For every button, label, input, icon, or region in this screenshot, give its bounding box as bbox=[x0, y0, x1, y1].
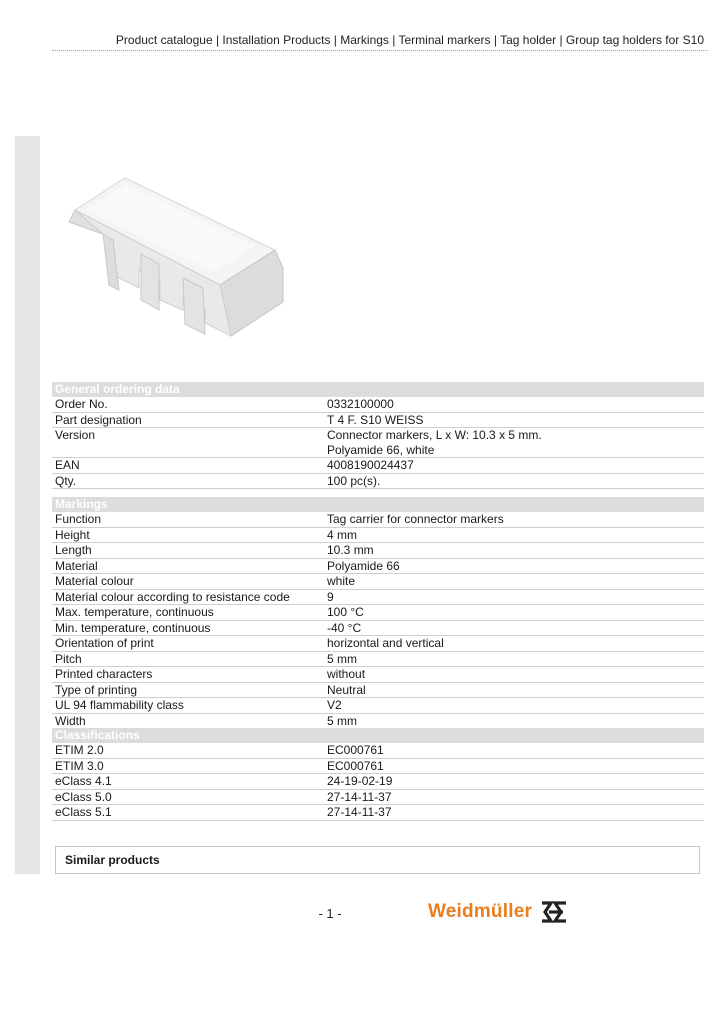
spec-value-line: Neutral bbox=[327, 682, 366, 697]
spec-row bbox=[52, 413, 704, 429]
spec-value-line: 10.3 mm bbox=[327, 543, 374, 557]
spec-value bbox=[327, 512, 704, 527]
spec-label: Type of printing bbox=[55, 682, 138, 697]
brand-mark-icon bbox=[540, 900, 568, 924]
spec-label: Printed characters bbox=[55, 667, 153, 681]
spec-value bbox=[327, 397, 704, 412]
spec-value bbox=[327, 621, 704, 636]
spec-value bbox=[327, 574, 704, 589]
spec-table bbox=[52, 397, 704, 489]
spec-value bbox=[327, 698, 704, 713]
breadcrumb: Product catalogue | Installation Products | Markings | Terminal markers | Tag holder | Group tag holders for S10 bbox=[115, 33, 704, 47]
spec-row bbox=[52, 683, 704, 699]
spec-value bbox=[327, 474, 704, 489]
spec-value-line: V2 bbox=[327, 698, 342, 712]
spec-label: eClass 4.1 bbox=[55, 774, 112, 788]
ordering-section bbox=[52, 382, 704, 489]
spec-row bbox=[52, 774, 704, 790]
similar-products-link[interactable]: Similar products bbox=[55, 846, 700, 874]
spec-label: ETIM 3.0 bbox=[55, 758, 104, 773]
spec-value-line: 27-14-11-37 bbox=[327, 789, 392, 804]
spec-row bbox=[52, 743, 704, 759]
spec-value bbox=[327, 805, 704, 820]
spec-value-line: 5 mm bbox=[327, 713, 357, 728]
product-image bbox=[55, 170, 295, 350]
spec-row bbox=[52, 458, 704, 474]
spec-value bbox=[327, 605, 704, 620]
spec-row bbox=[52, 528, 704, 544]
spec-value-line: white bbox=[327, 574, 356, 588]
spec-row bbox=[52, 474, 704, 490]
spec-label: Part designation bbox=[55, 412, 142, 427]
spec-row bbox=[52, 397, 704, 413]
spec-value-line: 27-14-11-37 bbox=[327, 805, 392, 819]
spec-value bbox=[327, 790, 704, 805]
spec-value bbox=[327, 667, 704, 682]
spec-value bbox=[327, 636, 704, 651]
spec-value bbox=[327, 528, 704, 543]
section-title: Markings bbox=[52, 497, 704, 512]
spec-value bbox=[327, 683, 704, 698]
spec-label: eClass 5.1 bbox=[55, 805, 112, 819]
spec-value-line: 5 mm bbox=[327, 651, 357, 666]
spec-value-line: 9 bbox=[327, 589, 334, 604]
spec-row bbox=[52, 574, 704, 590]
spec-value-line: EC000761 bbox=[327, 758, 384, 773]
spec-label: UL 94 flammability class bbox=[55, 698, 184, 712]
spec-value-line: EC000761 bbox=[327, 743, 384, 757]
spec-label: Orientation of print bbox=[55, 636, 154, 650]
spec-row bbox=[52, 805, 704, 821]
spec-label: Material bbox=[55, 558, 98, 573]
spec-label: EAN bbox=[55, 458, 80, 472]
spec-value-line: 100 pc(s). bbox=[327, 473, 381, 488]
spec-row bbox=[52, 543, 704, 559]
spec-value bbox=[327, 590, 704, 605]
spec-value-line: 100 °C bbox=[327, 605, 364, 619]
page-number: - 1 - bbox=[318, 906, 342, 921]
spec-value-line: T 4 F. S10 WEISS bbox=[327, 412, 424, 427]
brand-name: Weidmüller bbox=[428, 901, 533, 922]
spec-value bbox=[327, 428, 704, 457]
markings-section bbox=[52, 497, 704, 729]
spec-value-line: horizontal and vertical bbox=[327, 636, 444, 650]
spec-value-line: -40 °C bbox=[327, 620, 362, 635]
spec-row bbox=[52, 559, 704, 575]
spec-label: Qty. bbox=[55, 473, 77, 488]
spec-value bbox=[327, 714, 704, 729]
spec-row bbox=[52, 667, 704, 683]
spec-row bbox=[52, 605, 704, 621]
header-divider bbox=[52, 50, 708, 51]
side-bar bbox=[15, 136, 40, 874]
spec-value bbox=[327, 458, 704, 473]
spec-value bbox=[327, 652, 704, 667]
spec-row bbox=[52, 759, 704, 775]
spec-row bbox=[52, 428, 704, 458]
spec-table bbox=[52, 743, 704, 821]
spec-row bbox=[52, 512, 704, 528]
spec-value-line: Polyamide 66 bbox=[327, 558, 400, 573]
spec-label: eClass 5.0 bbox=[55, 789, 112, 804]
spec-row bbox=[52, 714, 704, 730]
spec-value bbox=[327, 543, 704, 558]
section-title: General ordering data bbox=[52, 382, 704, 397]
spec-value-line: 24-19-02-19 bbox=[327, 774, 393, 788]
spec-table bbox=[52, 512, 704, 729]
brand-logo bbox=[428, 900, 568, 924]
spec-value-line: Connector markers, L x W: 10.3 x 5 mm. bbox=[327, 428, 542, 442]
spec-label: Pitch bbox=[55, 651, 82, 666]
spec-value-line: 0332100000 bbox=[327, 397, 394, 411]
spec-value-line: 4 mm bbox=[327, 527, 357, 542]
spec-label: Version bbox=[55, 428, 96, 442]
spec-row bbox=[52, 621, 704, 637]
spec-value-line: Polyamide 66, white bbox=[327, 442, 435, 457]
spec-label: Length bbox=[55, 543, 92, 557]
spec-row bbox=[52, 590, 704, 606]
spec-label: ETIM 2.0 bbox=[55, 743, 104, 757]
spec-value-line: Tag carrier for connector markers bbox=[327, 512, 504, 526]
spec-row bbox=[52, 698, 704, 714]
classifications-section bbox=[52, 728, 704, 821]
spec-label: Material colour bbox=[55, 574, 134, 588]
spec-value bbox=[327, 759, 704, 774]
section-title: Classifications bbox=[52, 728, 704, 743]
spec-value-line: without bbox=[327, 667, 366, 681]
spec-label: Order No. bbox=[55, 397, 108, 411]
spec-value bbox=[327, 743, 704, 758]
spec-label: Material colour according to resistance code bbox=[55, 589, 290, 604]
spec-row bbox=[52, 636, 704, 652]
spec-label: Width bbox=[55, 713, 86, 728]
spec-value bbox=[327, 774, 704, 789]
spec-label: Max. temperature, continuous bbox=[55, 605, 214, 619]
spec-value-line: 4008190024437 bbox=[327, 458, 414, 472]
spec-value bbox=[327, 559, 704, 574]
spec-row bbox=[52, 652, 704, 668]
spec-row bbox=[52, 790, 704, 806]
spec-label: Height bbox=[55, 527, 90, 542]
spec-label: Function bbox=[55, 512, 102, 526]
spec-label: Min. temperature, continuous bbox=[55, 620, 211, 635]
spec-value bbox=[327, 413, 704, 428]
